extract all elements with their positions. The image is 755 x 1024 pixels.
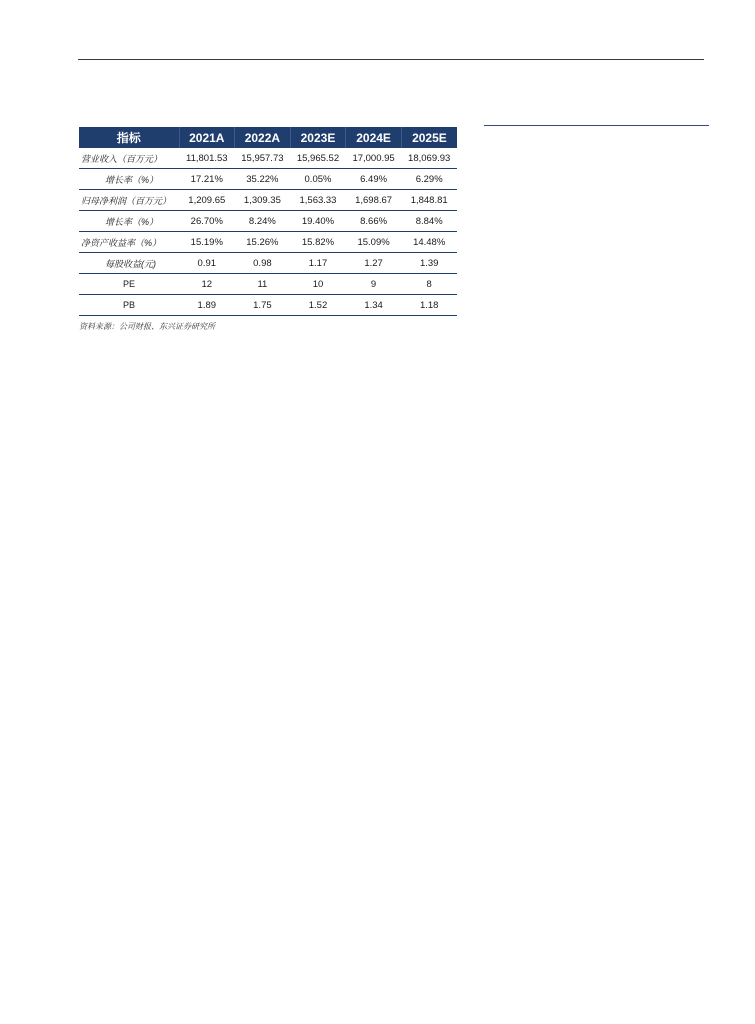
table-cell: 1,309.35 xyxy=(235,190,291,211)
table-cell: 1,698.67 xyxy=(346,190,402,211)
row-label: PE xyxy=(79,274,179,295)
table-cell: 6.29% xyxy=(401,169,457,190)
table-cell: 15.19% xyxy=(179,232,235,253)
table-cell: 1,848.81 xyxy=(401,190,457,211)
table-cell: 15.09% xyxy=(346,232,402,253)
table-cell: 15,957.73 xyxy=(235,148,291,169)
table-cell: 8 xyxy=(401,274,457,295)
table-cell: 15.82% xyxy=(290,232,346,253)
header-2025e: 2025E xyxy=(401,127,457,148)
table-cell: 10 xyxy=(290,274,346,295)
header-indicator: 指标 xyxy=(79,127,179,148)
table-cell: 0.98 xyxy=(235,253,291,274)
table-cell: 1.39 xyxy=(401,253,457,274)
table-cell: 19.40% xyxy=(290,211,346,232)
table-row-profit-growth xyxy=(79,211,457,232)
table-row-net-profit xyxy=(79,190,457,211)
table-cell: 12 xyxy=(179,274,235,295)
sidebar-divider xyxy=(484,125,709,126)
row-label: 净资产收益率（%） xyxy=(79,232,179,253)
table-cell: 17.21% xyxy=(179,169,235,190)
financial-forecast-table xyxy=(79,127,457,316)
table-row-revenue xyxy=(79,148,457,169)
table-cell: 18,069.93 xyxy=(401,148,457,169)
header-2021a: 2021A xyxy=(179,127,235,148)
table-cell: 26.70% xyxy=(179,211,235,232)
table-cell: 6.49% xyxy=(346,169,402,190)
row-label: 营业收入（百万元） xyxy=(79,148,179,169)
table-cell: 35.22% xyxy=(235,169,291,190)
header-divider xyxy=(78,59,704,60)
table-cell: 15,965.52 xyxy=(290,148,346,169)
row-label: 归母净利润（百万元） xyxy=(79,190,179,211)
table-cell: 1.89 xyxy=(179,295,235,316)
table-cell: 1,563.33 xyxy=(290,190,346,211)
table-row-pb xyxy=(79,295,457,316)
row-label: 增长率（%） xyxy=(79,169,179,190)
header-2024e: 2024E xyxy=(346,127,402,148)
row-label: PB xyxy=(79,295,179,316)
table-cell: 8.66% xyxy=(346,211,402,232)
table-cell: 17,000.95 xyxy=(346,148,402,169)
table-cell: 9 xyxy=(346,274,402,295)
table-cell: 1.52 xyxy=(290,295,346,316)
table-cell: 0.05% xyxy=(290,169,346,190)
table-cell: 14.48% xyxy=(401,232,457,253)
table-row-pe xyxy=(79,274,457,295)
table-cell: 0.91 xyxy=(179,253,235,274)
table-cell: 8.84% xyxy=(401,211,457,232)
table-cell: 1.18 xyxy=(401,295,457,316)
table-cell: 1.17 xyxy=(290,253,346,274)
table-cell: 11 xyxy=(235,274,291,295)
table-row-eps xyxy=(79,253,457,274)
table-row-revenue-growth xyxy=(79,169,457,190)
header-2022a: 2022A xyxy=(235,127,291,148)
table-row-roe xyxy=(79,232,457,253)
table-header-row xyxy=(79,127,457,148)
row-label: 增长率（%） xyxy=(79,211,179,232)
table-cell: 15.26% xyxy=(235,232,291,253)
table-cell: 1.75 xyxy=(235,295,291,316)
table-cell: 1.27 xyxy=(346,253,402,274)
table-cell: 11,801.53 xyxy=(179,148,235,169)
table-cell: 1,209.65 xyxy=(179,190,235,211)
source-note: 资料来源：公司财报、东兴证券研究所 xyxy=(79,322,215,331)
table-cell: 1.34 xyxy=(346,295,402,316)
row-label: 每股收益(元) xyxy=(79,253,179,274)
header-2023e: 2023E xyxy=(290,127,346,148)
table-cell: 8.24% xyxy=(235,211,291,232)
